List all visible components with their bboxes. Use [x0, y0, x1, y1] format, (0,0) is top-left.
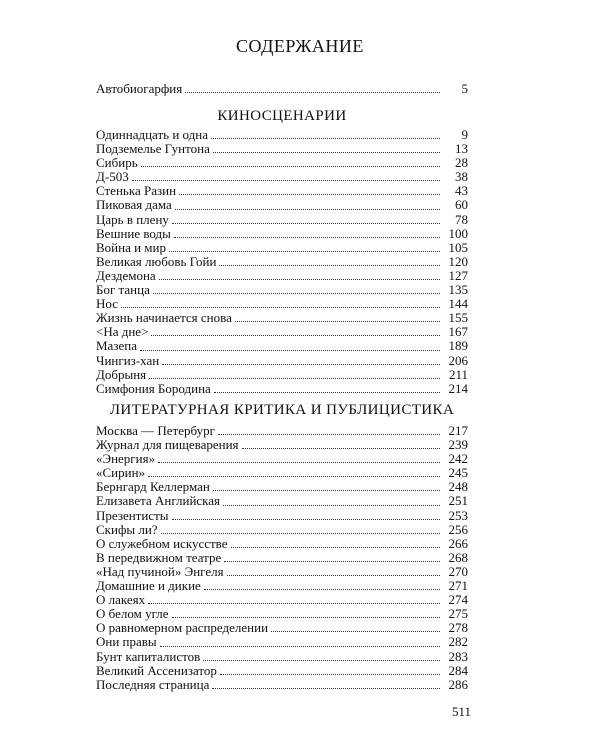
dot-leader: [172, 519, 440, 520]
toc-entry: [96, 452, 468, 466]
toc-entry-page: 105: [448, 239, 468, 255]
dot-leader: [179, 194, 440, 195]
toc-entry-label: Одиннадцать и одна: [96, 127, 209, 142]
toc-entry-page: 256: [448, 521, 468, 537]
toc-entry-label: Вешние воды: [96, 225, 171, 241]
toc-entry-page: 284: [448, 662, 468, 678]
dot-leader: [219, 265, 440, 266]
toc-entry: [96, 128, 468, 142]
toc-entry-label: Автобиогарфия: [96, 81, 183, 96]
dot-leader: [212, 688, 440, 689]
dot-leader: [140, 350, 440, 351]
toc-entry-page: 155: [448, 310, 468, 326]
toc-entry: [96, 537, 468, 551]
dot-leader: [242, 448, 440, 449]
dot-leader: [214, 392, 440, 393]
toc-entry: [96, 227, 468, 241]
dot-leader: [220, 674, 440, 675]
toc-entry-label: Симфония Бородина: [96, 380, 211, 396]
page-title: СОДЕРЖАНИЕ: [236, 36, 364, 56]
toc-entry: [96, 523, 468, 537]
toc-entry-page: 239: [448, 437, 468, 453]
toc-entry-page: 13: [455, 141, 468, 157]
toc-entry-label: О белом угле: [96, 606, 169, 622]
toc-entry: [96, 297, 468, 311]
toc-entry: [96, 339, 468, 353]
toc-entry: [96, 213, 468, 227]
toc-entry: [96, 424, 468, 438]
toc-entry-page: 78: [455, 211, 468, 227]
section-title-screenplays: КИНОСЦЕНАРИИ: [217, 108, 347, 124]
dot-leader: [162, 364, 440, 365]
toc-entry: [96, 466, 468, 480]
dot-leader: [121, 307, 440, 308]
dot-leader: [160, 646, 440, 647]
toc-entry-page: 282: [448, 634, 468, 650]
dot-leader: [153, 293, 440, 294]
toc-entry: [96, 142, 468, 156]
dot-leader: [172, 617, 441, 618]
toc-entry: [96, 325, 468, 339]
dot-leader: [148, 476, 440, 477]
toc-entry-label: «Энергия»: [96, 451, 156, 467]
toc-entry: [96, 664, 468, 678]
toc-entry-label: О лакеях: [96, 592, 146, 608]
toc-entry: [96, 509, 468, 523]
toc-entry-page: 60: [455, 197, 468, 213]
toc-entry-label: О служебном искусстве: [96, 535, 228, 551]
toc-entry-label: Война и мир: [96, 239, 166, 255]
dot-leader: [185, 92, 440, 93]
toc-entry: [96, 198, 468, 212]
toc-entry: [96, 82, 468, 96]
toc-entry: [96, 650, 468, 664]
dot-leader: [213, 490, 440, 491]
toc-entry-page: 242: [448, 451, 468, 467]
toc-entry-label: «Над пучиной» Энгеля: [96, 563, 224, 579]
dot-leader: [132, 180, 440, 181]
dot-leader: [224, 561, 440, 562]
toc-entry-page: 253: [448, 507, 468, 523]
dot-leader: [169, 251, 440, 252]
toc-entry-label: Великая любовь Гойи: [96, 253, 217, 269]
toc-entry-page: 43: [455, 183, 468, 199]
toc-entry-page: 189: [448, 338, 468, 354]
toc-entry-label: Стенька Разин: [96, 183, 177, 199]
toc-entry-label: Мазепа: [96, 338, 137, 354]
dot-leader: [271, 631, 440, 632]
dot-leader: [172, 223, 440, 224]
toc-entry: [96, 635, 468, 649]
toc-entry-label: Презентисты: [96, 507, 169, 523]
intro-list: [96, 82, 468, 96]
toc-entry: [96, 438, 468, 452]
dot-leader: [159, 279, 440, 280]
dot-leader: [174, 237, 440, 238]
toc-entry-label: Сибирь: [96, 155, 138, 171]
toc-entry: [96, 579, 468, 593]
dot-leader: [218, 434, 440, 435]
dot-leader: [161, 533, 440, 534]
toc-entry-label: Домашние и дикие: [96, 578, 201, 594]
toc-entry-label: Нос: [96, 296, 118, 312]
toc-entry: [96, 170, 468, 184]
toc-entry-label: Чингиз-хан: [96, 352, 160, 368]
toc-entry-label: Подземелье Гунтона: [96, 141, 210, 157]
toc-entry-label: Москва — Петербург: [96, 423, 215, 438]
dot-leader: [141, 166, 440, 167]
toc-entry-label: «Сирин»: [96, 465, 146, 481]
toc-entry-label: Пиковая дама: [96, 197, 172, 213]
toc-entry-page: 271: [448, 578, 468, 594]
toc-entry: [96, 382, 468, 396]
toc-entry-label: Д-503: [96, 169, 129, 185]
toc-entry: [96, 551, 468, 565]
toc-entry-label: Великий Ассенизатор: [96, 662, 217, 678]
dot-leader: [151, 335, 440, 336]
toc-entry: [96, 354, 468, 368]
dot-leader: [223, 505, 440, 506]
toc-entry-page: 100: [448, 225, 468, 241]
toc-entry-label: Бернгард Келлерман: [96, 479, 210, 495]
toc-entry-page: 211: [448, 366, 468, 382]
toc-entry-page: 214: [448, 380, 468, 396]
dot-leader: [149, 378, 440, 379]
toc-entry-page: 135: [448, 282, 468, 298]
toc-entry-page: 28: [455, 155, 468, 171]
dot-leader: [227, 575, 440, 576]
toc-entry-page: 275: [448, 606, 468, 622]
toc-entry-label: Журнал для пищеварения: [96, 437, 239, 453]
toc-entry-page: 270: [448, 563, 468, 579]
dot-leader: [235, 321, 440, 322]
toc-entry-page: 9: [461, 127, 468, 142]
toc-entry: [96, 156, 468, 170]
toc-entry-page: 217: [448, 423, 468, 438]
section-title-criticism: ЛИТЕРАТУРНАЯ КРИТИКА И ПУБЛИЦИСТИКА: [109, 402, 455, 418]
criticism-list: [96, 424, 468, 692]
toc-entry: [96, 480, 468, 494]
toc-entry-label: В передвижном театре: [96, 549, 222, 565]
screenplays-list: [96, 128, 468, 396]
dot-leader: [148, 603, 440, 604]
toc-entry-label: Скифы ли?: [96, 521, 158, 537]
toc-entry: [96, 494, 468, 508]
toc-entry-page: 251: [448, 493, 468, 509]
dot-leader: [213, 152, 440, 153]
toc-entry-label: Жизнь начинается снова: [96, 310, 232, 326]
toc-entry-label: Последняя страница: [96, 676, 210, 692]
dot-leader: [231, 547, 440, 548]
dot-leader: [203, 660, 440, 661]
dot-leader: [204, 589, 440, 590]
toc-entry: [96, 678, 468, 692]
toc-entry-page: 120: [448, 253, 468, 269]
dot-leader: [175, 209, 440, 210]
toc-entry: [96, 607, 468, 621]
toc-entry-page: 283: [448, 648, 468, 664]
toc-entry: [96, 269, 468, 283]
toc-entry-page: 268: [448, 549, 468, 565]
page-number: 511: [452, 704, 472, 719]
toc-entry: [96, 283, 468, 297]
toc-entry: [96, 621, 468, 635]
toc-entry-page: 266: [448, 535, 468, 551]
toc-entry-page: 206: [448, 352, 468, 368]
toc-entry: [96, 255, 468, 269]
toc-entry-page: 5: [461, 81, 468, 96]
toc-entry: [96, 565, 468, 579]
toc-entry-label: Царь в плену: [96, 211, 169, 227]
toc-entry-page: 127: [448, 267, 468, 283]
toc-entry-page: 245: [448, 465, 468, 481]
toc-entry-label: Они правы: [96, 634, 157, 650]
dot-leader: [158, 462, 440, 463]
dot-leader: [211, 138, 440, 139]
toc-entry: [96, 241, 468, 255]
toc-entry-label: Бог танца: [96, 282, 150, 298]
toc-entry-label: Добрыня: [96, 366, 147, 382]
toc-entry-page: 144: [448, 296, 468, 312]
toc-entry-page: 274: [448, 592, 468, 608]
toc-entry: [96, 368, 468, 382]
toc-entry-page: 286: [448, 676, 468, 692]
toc-entry-page: 167: [448, 324, 468, 340]
toc-entry-page: 278: [448, 620, 468, 636]
toc-entry: [96, 184, 468, 198]
toc-entry: [96, 593, 468, 607]
toc-entry-label: Дездемона: [96, 267, 156, 283]
toc-entry: [96, 311, 468, 325]
toc-entry-label: <На дне>: [96, 324, 149, 340]
toc-entry-page: 248: [448, 479, 468, 495]
toc-entry-label: Бунт капиталистов: [96, 648, 201, 664]
toc-entry-page: 38: [455, 169, 468, 185]
toc-entry-label: О равномерном распределении: [96, 620, 269, 636]
toc-entry-label: Елизавета Английская: [96, 493, 221, 509]
